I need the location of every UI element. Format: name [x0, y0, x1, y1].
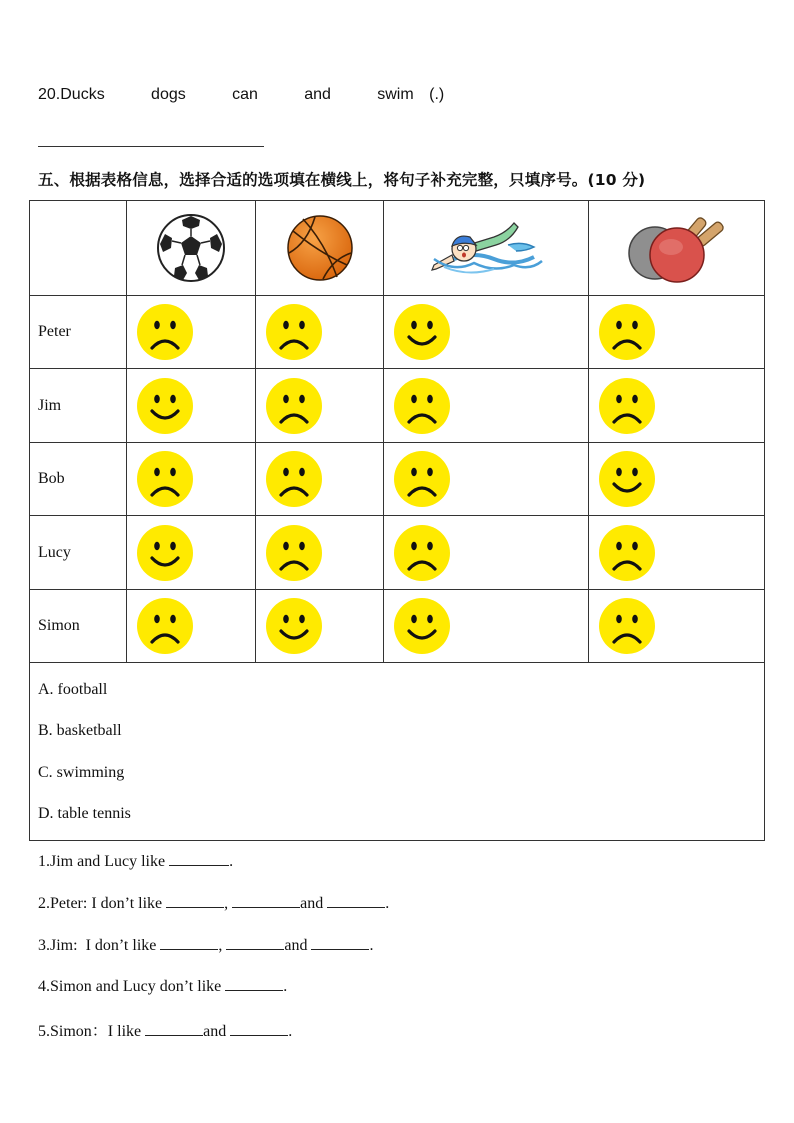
sad-face-icon: [136, 450, 194, 508]
sad-face-icon: [136, 303, 194, 361]
face-cell: [384, 516, 589, 590]
sad-face-icon: [598, 303, 656, 361]
blank-input[interactable]: [145, 1021, 203, 1036]
sad-face-icon: [598, 597, 656, 655]
table-row: [30, 516, 765, 590]
question-1-end: .: [229, 853, 234, 870]
question-3-sep: ,: [218, 937, 227, 954]
happy-face-icon: [393, 303, 451, 361]
student-name: Peter: [30, 296, 127, 369]
sad-face-icon: [393, 450, 451, 508]
blank-input[interactable]: [226, 935, 284, 950]
question-2-and: and: [300, 895, 328, 912]
blank-input[interactable]: [327, 893, 385, 908]
soccer-ball-icon: [155, 212, 227, 284]
face-cell: [256, 296, 384, 369]
face-cell: [127, 443, 256, 516]
question-20: [38, 86, 444, 104]
question-5-and: and: [203, 1023, 231, 1040]
question-5-end: .: [288, 1023, 293, 1040]
blank-input[interactable]: [169, 851, 229, 866]
table-row: [30, 296, 765, 369]
question-4: [38, 976, 287, 996]
student-name: Bob: [30, 443, 127, 516]
question-5-text: 5.Simon：I like: [38, 1023, 146, 1040]
option-b: B. basketball: [38, 722, 122, 739]
header-empty-cell: [30, 201, 127, 296]
sad-face-icon: [598, 524, 656, 582]
sad-face-icon: [265, 303, 323, 361]
face-cell: [384, 590, 589, 663]
question-1-text: 1.Jim and Lucy like: [38, 853, 170, 870]
student-name: Simon: [30, 590, 127, 663]
face-cell: [256, 516, 384, 590]
sport-cell-basketball: [256, 201, 384, 296]
happy-face-icon: [136, 524, 194, 582]
sport-cell-swimming: [384, 201, 589, 296]
blank-input[interactable]: [166, 893, 224, 908]
face-cell: [589, 516, 765, 590]
question-20-text: Ducks dogs can and swim (.): [60, 86, 445, 103]
blank-input[interactable]: [311, 935, 369, 950]
face-cell: [127, 369, 256, 443]
happy-face-icon: [136, 377, 194, 435]
question-3: [38, 935, 373, 955]
sad-face-icon: [265, 377, 323, 435]
sad-face-icon: [393, 524, 451, 582]
student-name: Lucy: [30, 516, 127, 590]
happy-face-icon: [265, 597, 323, 655]
face-cell: [589, 590, 765, 663]
option-a: A. football: [38, 681, 108, 698]
sad-face-icon: [265, 450, 323, 508]
face-cell: [384, 369, 589, 443]
question-4-text: 4.Simon and Lucy don’t like: [38, 978, 226, 995]
sad-face-icon: [265, 524, 323, 582]
table-row: [30, 590, 765, 663]
option-d: D. table tennis: [38, 805, 131, 822]
sport-cell-football: [127, 201, 256, 296]
face-cell: [384, 296, 589, 369]
question-3-and: and: [284, 937, 312, 954]
blank-input[interactable]: [160, 935, 218, 950]
section-title: 五、根据表格信息，选择合适的选项填在横线上，将句子补充完整，只填序号。(10 分): [38, 171, 646, 189]
face-cell: [384, 443, 589, 516]
question-2: [38, 893, 389, 913]
blank-input[interactable]: [230, 1021, 288, 1036]
blank-input[interactable]: [225, 976, 283, 991]
sports-table: [29, 200, 765, 841]
question-1: [38, 851, 233, 871]
table-tennis-icon: [625, 213, 729, 283]
question-5: [38, 1018, 292, 1041]
question-2-text: 2.Peter: I don’t like: [38, 895, 167, 912]
face-cell: [127, 516, 256, 590]
options-cell: [30, 663, 765, 841]
face-cell: [589, 296, 765, 369]
face-cell: [127, 590, 256, 663]
swimmer-icon: [424, 215, 548, 281]
options-row: [30, 663, 765, 841]
happy-face-icon: [393, 597, 451, 655]
sad-face-icon: [393, 377, 451, 435]
blank-input[interactable]: [232, 893, 300, 908]
face-cell: [589, 443, 765, 516]
option-c: C. swimming: [38, 764, 125, 781]
question-3-text: 3.Jim: I don’t like: [38, 937, 161, 954]
face-cell: [589, 369, 765, 443]
face-cell: [256, 590, 384, 663]
table-row: [30, 369, 765, 443]
question-4-end: .: [283, 978, 288, 995]
table-row: [30, 443, 765, 516]
question-2-sep: ,: [224, 895, 233, 912]
student-name: Jim: [30, 369, 127, 443]
sad-face-icon: [598, 377, 656, 435]
face-cell: [127, 296, 256, 369]
answer-line-20[interactable]: [38, 146, 264, 147]
sad-face-icon: [136, 597, 194, 655]
question-3-end: .: [369, 937, 374, 954]
face-cell: [256, 443, 384, 516]
happy-face-icon: [598, 450, 656, 508]
sport-cell-table-tennis: [589, 201, 765, 296]
basketball-icon: [285, 213, 355, 283]
question-2-end: .: [385, 895, 390, 912]
question-20-number: 20.: [38, 86, 61, 103]
face-cell: [256, 369, 384, 443]
sports-header-row: [30, 201, 765, 296]
